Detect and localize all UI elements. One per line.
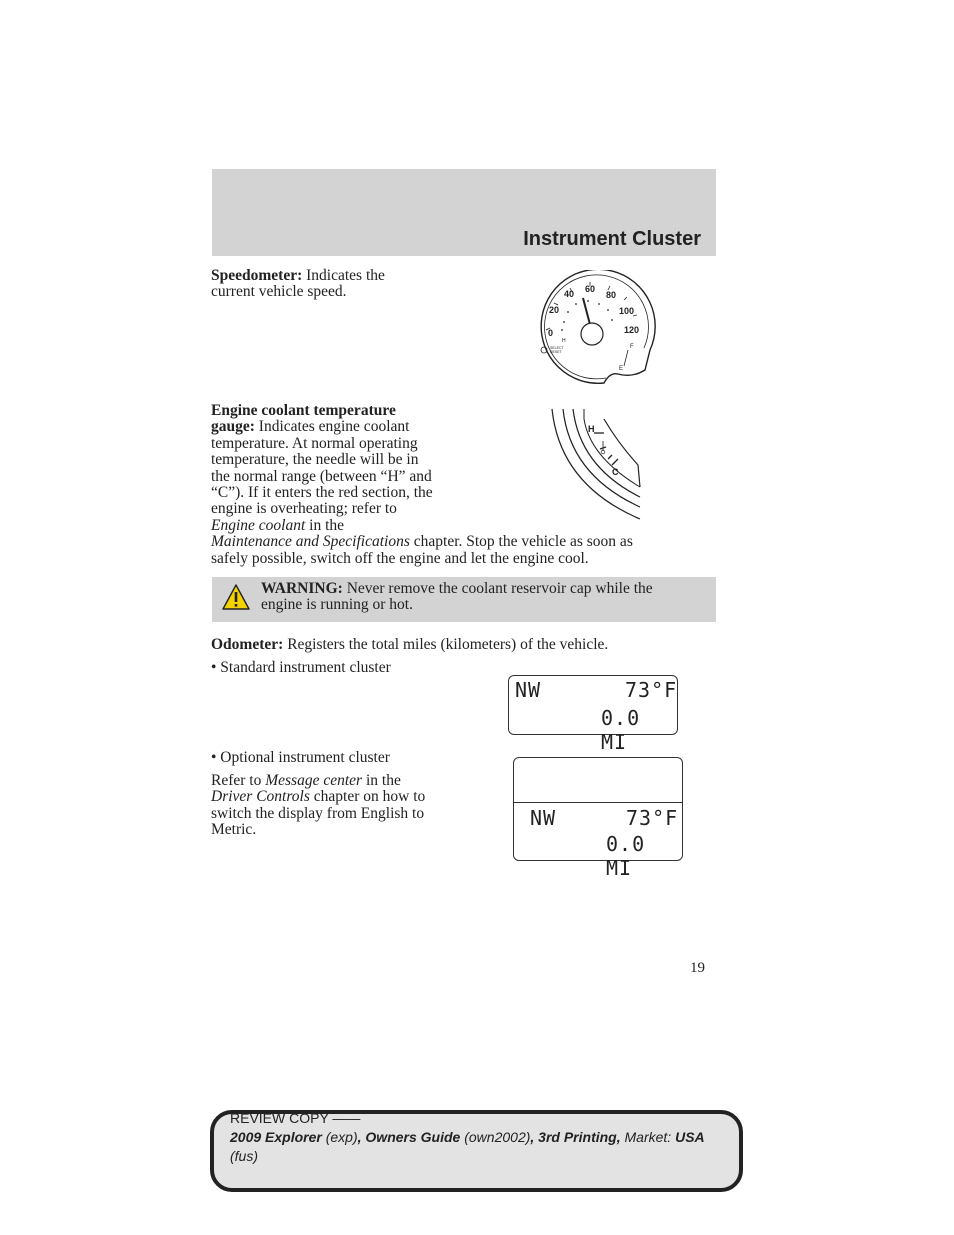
compass-heading-optional: NW (530, 806, 557, 830)
speedometer-desc-1: Indicates the (306, 267, 385, 284)
odometer-term: Odometer: (211, 636, 284, 653)
refer-after-1: in the (365, 772, 401, 789)
bullet-optional-cluster: • Optional instrument cluster (211, 749, 390, 766)
footer-market: USA (675, 1129, 705, 1145)
footer-market-code: (fus) (230, 1148, 258, 1164)
refer-line-3: switch the display from English to (211, 804, 425, 822)
page-number: 19 (690, 960, 705, 976)
odometer-reading-optional: 0.0 MI (606, 832, 646, 880)
odometer-desc: Registers the total miles (kilometers) of the vehicle. (287, 636, 609, 653)
odometer-paragraph (211, 637, 716, 653)
section-header-band (212, 169, 716, 256)
refer-line-4: Metric. (211, 821, 257, 839)
speed-hold-label: H (562, 338, 566, 344)
speedometer-paragraph (211, 268, 471, 301)
speed-label-40: 40 (564, 289, 575, 299)
display-divider (514, 802, 682, 803)
speed-label-80: 80 (606, 290, 617, 300)
coolant-text-line10: safely possible, switch off the engine and let the engine cool. (211, 549, 589, 567)
reset-label: RESET (550, 350, 562, 354)
footer-review: REVIEW COPY —— (230, 1110, 361, 1126)
speed-label-20: 20 (549, 305, 560, 315)
coolant-term-line1: Engine coolant temperature (211, 402, 396, 419)
warning-text (261, 581, 706, 614)
coolant-text-line3: temperature. At normal operating (211, 434, 418, 452)
coolant-text-line4: temperature, the needle will be in (211, 451, 419, 469)
coolant-gauge-illustration (548, 405, 644, 523)
warning-text-line1: Never remove the coolant reservoir cap while the (346, 580, 653, 597)
bullet-standard-cluster: • Standard instrument cluster (211, 659, 391, 676)
warning-label: WARNING: (261, 580, 343, 597)
speedometer-term: Speedometer: (211, 267, 303, 284)
outside-temperature-optional: 73°F (626, 806, 679, 830)
warning-triangle-icon (221, 582, 251, 612)
speed-label-60: 60 (585, 284, 596, 294)
footer-printing: , 3rd Printing, (530, 1129, 621, 1145)
footer-model: 2009 Explorer (230, 1129, 322, 1145)
select-label: SELECT (550, 346, 564, 350)
speedometer-gauge-illustration (532, 270, 657, 390)
standard-cluster-display (508, 675, 678, 754)
speedometer-desc-2: current vehicle speed. (211, 283, 347, 301)
footer-text (230, 1109, 735, 1166)
footer-guide: , Owners Guide (357, 1129, 461, 1145)
maintenance-chapter-reference: Maintenance and Specifications (211, 533, 410, 551)
warning-text-line2: engine is running or hot. (261, 596, 413, 614)
driver-controls-reference: Driver Controls (211, 788, 310, 806)
section-title: Instrument Cluster (523, 228, 701, 250)
coolant-text-line2: Indicates engine coolant (258, 418, 410, 436)
message-center-reference: Message center (265, 772, 363, 789)
coolant-text-line6: “C”). If it enters the red section, the (211, 484, 433, 502)
speed-label-120: 120 (624, 325, 640, 335)
refer-after-2: chapter on how to (313, 788, 426, 806)
refer-prefix: Refer to (211, 772, 262, 789)
footer-market-label: Market: (624, 1129, 672, 1145)
coolant-h-label: H (588, 424, 595, 434)
footer-model-code: (exp) (325, 1129, 358, 1145)
fuel-e-label: E (619, 366, 624, 372)
coolant-text-line5: the normal range (between “H” and (211, 467, 432, 485)
speed-label-100: 100 (619, 306, 635, 316)
footer-guide-code: (own2002) (464, 1129, 531, 1145)
coolant-text-line8: in the (309, 516, 345, 534)
odometer-reading: 0.0 MI (601, 706, 641, 754)
outside-temperature: 73°F (625, 678, 678, 702)
coolant-text-line9: chapter. Stop the vehicle as soon as (413, 533, 633, 551)
coolant-c-label: C (612, 467, 619, 477)
metric-switch-paragraph (211, 773, 471, 839)
warning-box (212, 577, 716, 622)
optional-cluster-display (513, 757, 683, 880)
fuel-f-label: F (630, 344, 634, 350)
compass-heading: NW (515, 678, 542, 702)
coolant-text-line7: engine is overheating; refer to (211, 500, 397, 518)
engine-coolant-reference: Engine coolant (211, 516, 306, 534)
coolant-term-line2: gauge: (211, 418, 255, 436)
speed-label-0: 0 (548, 328, 554, 338)
